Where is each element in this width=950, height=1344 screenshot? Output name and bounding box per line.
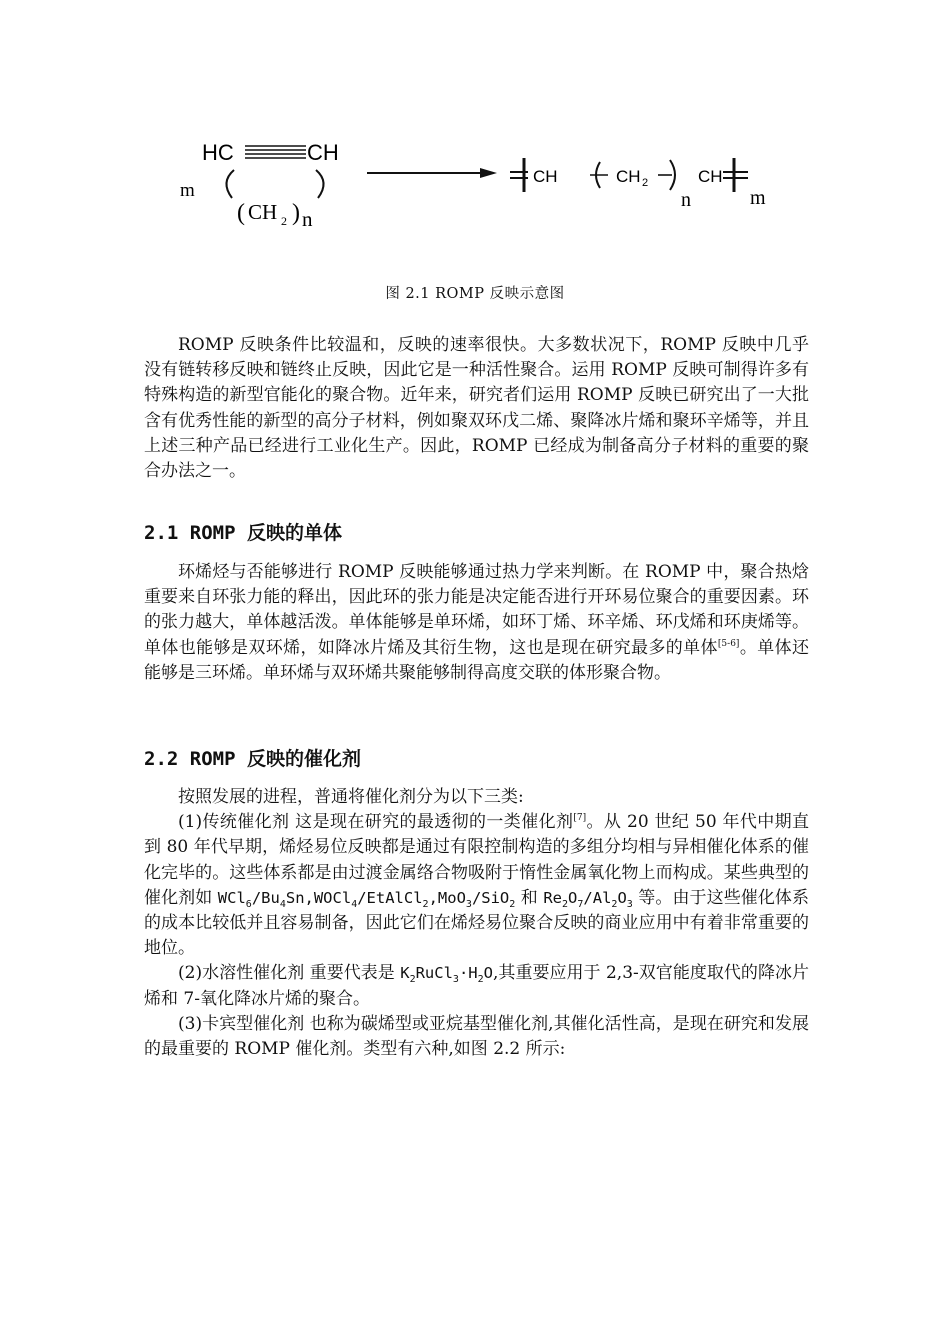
polymer-coefficient: m	[750, 187, 766, 209]
water-soluble-text-a: (2)水溶性催化剂 重要代表是	[178, 963, 401, 984]
section-heading-2-2: 2.2 ROMP 反映的催化剂	[144, 748, 361, 770]
monomer-text-a: 环烯烃与否能够进行 ROMP 反映能够通过热力学来判断。在 ROMP 中，聚合热焓重要来自环张力能的释出，因此环的张力能是决定能否进行开环易位聚合的重要因素。环的张力越大，单体越活泼。单体能够是单环烯，如环丁烯、环辛烯、环戊烯和环庚烯等。单体也能够是双环烯，如降冰片烯及其衍生物，这也是现在研究最多的单体	[144, 562, 809, 658]
double-bond	[245, 146, 306, 158]
k2rucl3-formula: $K_2RuCl_3\cdot H_2O$	[400, 964, 493, 986]
intro-paragraph: ROMP 反映条件比较温和，反映的速率很快。大多数状况下，ROMP 反映中几乎没有链转移反映和链终止反映，因此它是一种活性聚合。运用 ROMP 反映可制得许多有特殊构造的新型官能化的聚合物。近年来，研究者们运用 ROMP 反映已研究出了一大批含有优秀性能的新型的高分子材料，例如聚双环戊二烯、聚降冰片烯和聚环辛烯等，并且上述三种产品已经进行工业化生产。因此，ROMP 已经成为制备高分子材料的重要的聚合办法之一。	[144, 335, 809, 482]
traditional-text-a: (1)传统催化剂 这是现在研究的最透彻的一类催化剂	[178, 812, 574, 833]
hc-label: HC	[202, 140, 234, 165]
polymer-ch-a: CH	[533, 167, 558, 186]
repeat-n: n	[302, 207, 313, 231]
polymer-repeat-n: n	[681, 189, 691, 211]
intro-text	[144, 333, 809, 484]
catalyst-formulas-1: $WCl_6/Bu_4Sn,WOCl_4/EtAlCl_2,MoO_3/SiO_2$	[217, 888, 516, 910]
citation-5-6: [5-6]	[717, 638, 740, 649]
water-soluble-catalyst-paragraph	[144, 961, 809, 1011]
ch-label: CH	[307, 140, 339, 165]
water-soluble-text-b: ,其重要应用于 2,3-双官能度取代的降冰片烯和 7-氧化降冰片烯的聚合。	[144, 963, 809, 1009]
catalyst-formulas-2: $Re_2O_7/Al_2O_3$	[543, 888, 633, 910]
ch2-label: CH	[248, 200, 278, 224]
section-2-1-text	[144, 560, 809, 686]
chain-open-paren: (	[237, 200, 245, 226]
carbene-catalyst-paragraph: (3)卡宾型催化剂 也称为碳烯型或亚烷基型催化剂,其催化活性高，是现在研究和发展的最重要的 ROMP 催化剂。类型有六种,如图 2.2 所示:	[144, 1013, 809, 1060]
chain-close-paren: )	[292, 200, 300, 226]
citation-7: [7]	[573, 813, 587, 824]
polymer-ch-b: CH	[698, 167, 723, 186]
section-heading-2-1: 2.1 ROMP 反映的单体	[144, 522, 342, 544]
left-ring-bond	[226, 170, 234, 198]
traditional-text-c: 和	[515, 887, 544, 908]
romp-reaction-figure	[170, 130, 810, 250]
traditional-text-d: 等。由于这些催化体系的成本比较低并且容易制备，因此它们在烯烃易位聚合反映的商业应用中有着非常重要的地位。	[144, 887, 810, 959]
traditional-text-b: 。从 20 世纪 50 年代中期直到 80 年代早期，烯烃易位反映都是通过有限控制构造的多组分均相与异相催化体系的催化完毕的。这些体系都是由过渡金属络合物吸附于惰性金属氧化物上而构成。某些典型的催化剂如	[144, 812, 809, 908]
monomer-coefficient: m	[180, 180, 195, 201]
section-2-2-text	[144, 785, 809, 1062]
traditional-catalyst-paragraph	[144, 810, 809, 961]
polymer-ch2: CH	[616, 167, 641, 186]
figure-caption: 图 2.1 ROMP 反映示意图	[385, 286, 565, 302]
reaction-arrow	[367, 168, 497, 178]
monomer-paragraph	[144, 560, 809, 686]
romp-scheme-svg	[170, 130, 810, 250]
polymer-ch2-subscript: 2	[642, 177, 649, 189]
monomer-text-b: 。单体还能够是三环烯。单环烯与双环烯共聚能够制得高度交联的体形聚合物。	[144, 637, 810, 683]
catalyst-intro-paragraph: 按照发展的进程，普通将催化剂分为以下三类:	[178, 787, 524, 807]
ch2-subscript: 2	[281, 214, 287, 228]
right-ring-bond	[316, 170, 324, 198]
